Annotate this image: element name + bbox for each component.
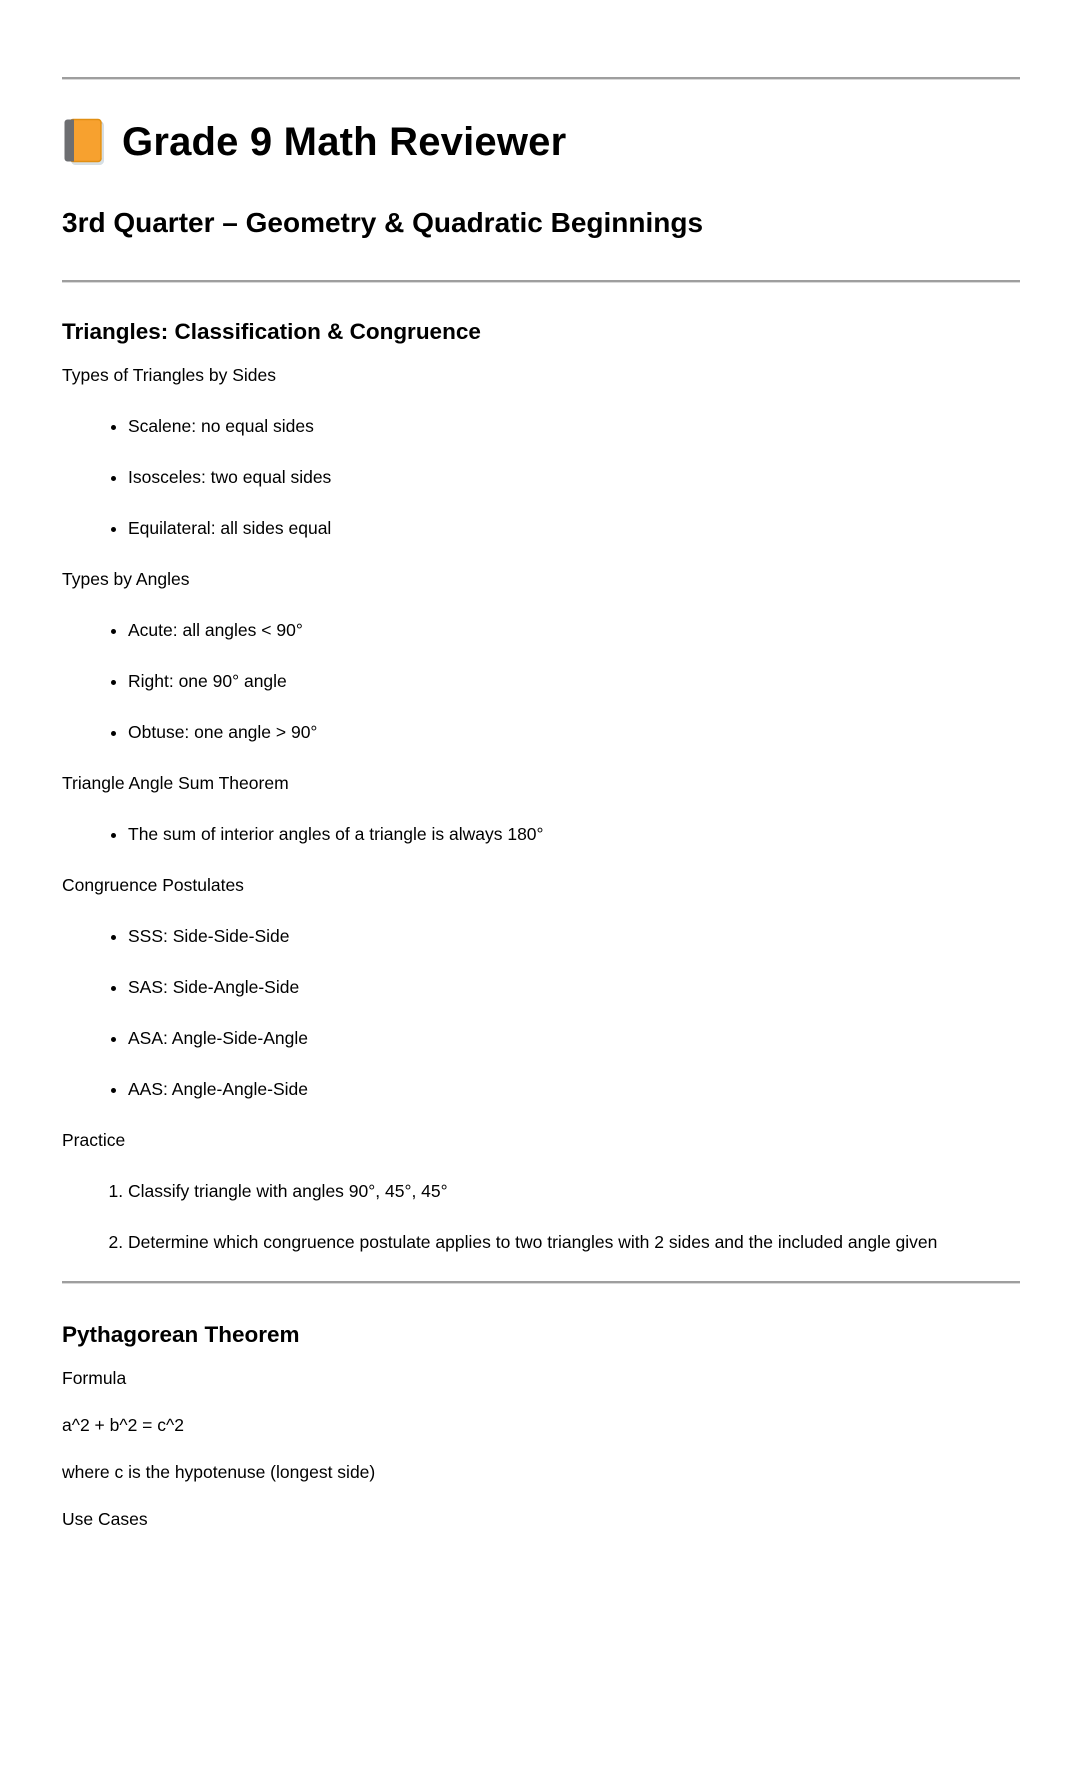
group-label-practice: Practice: [62, 1130, 126, 1150]
list-item: • AAS: Angle-Angle-Side: [128, 1077, 1000, 1102]
paragraph-hypotenuse-note: where c is the hypotenuse (longest side): [62, 1462, 376, 1482]
list-item: • Scalene: no equal sides: [128, 414, 1000, 439]
group-label-congruence-postulates: Congruence Postulates: [62, 875, 244, 895]
page-title: Grade 9 Math Reviewer: [122, 120, 567, 164]
horizontal-rule-mid: [62, 280, 1020, 283]
list-types-by-angles: [62, 618, 1020, 745]
numbered-item: 2. Determine which congruence postulate applies to two triangles with 2 sides and the included angle given: [128, 1230, 1000, 1255]
section-heading-pythagorean: Pythagorean Theorem: [62, 1322, 300, 1347]
horizontal-rule-top: [62, 77, 1020, 80]
horizontal-rule-section: [62, 1281, 1020, 1284]
group-label-types-by-angles: Types by Angles: [62, 569, 190, 589]
list-item: • Isosceles: two equal sides: [128, 465, 1000, 490]
list-practice: [62, 1179, 1020, 1255]
paragraph-use-cases-label: Use Cases: [62, 1509, 148, 1529]
list-item: • Acute: all angles < 90°: [128, 618, 1000, 643]
numbered-item: 1. Classify triangle with angles 90°, 45°, 45°: [128, 1179, 1000, 1204]
list-types-by-sides: [62, 414, 1020, 541]
list-item: • SAS: Side-Angle-Side: [128, 975, 1000, 1000]
group-label-types-by-sides: Types of Triangles by Sides: [62, 365, 276, 385]
group-label-angle-sum-theorem: Triangle Angle Sum Theorem: [62, 773, 289, 793]
paragraph-formula-label: Formula: [62, 1368, 127, 1388]
list-item: • The sum of interior angles of a triangle is always 180°: [128, 822, 1000, 847]
page-subtitle: 3rd Quarter – Geometry & Quadratic Beginnings: [62, 207, 704, 238]
section-heading-triangles: Triangles: Classification & Congruence: [62, 319, 481, 344]
list-item: • Obtuse: one angle > 90°: [128, 720, 1000, 745]
list-congruence-postulates: [62, 924, 1020, 1102]
list-item: • Equilateral: all sides equal: [128, 516, 1000, 541]
list-item: • ASA: Angle-Side-Angle: [128, 1026, 1000, 1051]
orange-book-icon: [62, 118, 106, 166]
list-item: • Right: one 90° angle: [128, 669, 1000, 694]
list-item: • SSS: Side-Side-Side: [128, 924, 1000, 949]
title-row: [62, 118, 1020, 166]
list-angle-sum-theorem: [62, 822, 1020, 847]
paragraph-formula: a^2 + b^2 = c^2: [62, 1415, 184, 1435]
